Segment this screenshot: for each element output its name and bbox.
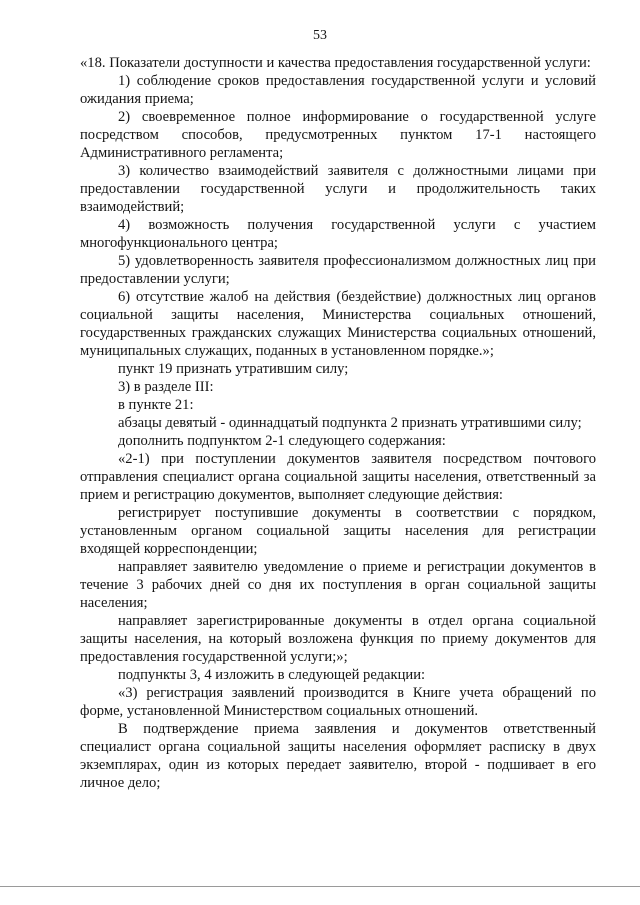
paragraph: регистрирует поступившие документы в соответствии с порядком, установленным органом социальной защиты населения для регистрации входящей корреспонденции;	[80, 505, 596, 557]
paragraph: дополнить подпунктом 2-1 следующего содержания:	[118, 433, 446, 449]
paragraph: направляет зарегистрированные документы в отдел органа социальной защиты населения, на который возложена функция по приему документов для предоставления государственной услуги;»;	[80, 613, 596, 665]
paragraph: «2-1) при поступлении документов заявителя посредством почтового отправления специалист органа социальной защиты населения, ответственный за прием и регистрацию документов, выполняет следующие действия:	[80, 451, 596, 503]
paragraph: 2) своевременное полное информирование о государственной услуге посредством способов, предусмотренных пунктом 17-1 настоящего Административного регламента;	[80, 109, 596, 161]
paragraph: пункт 19 признать утратившим силу;	[118, 361, 349, 377]
page-number: 53	[313, 28, 327, 43]
paragraph: 1) соблюдение сроков предоставления государственной услуги и условий ожидания приема;	[80, 73, 596, 107]
paragraph: 3) в разделе III:	[118, 379, 214, 395]
paragraph: подпункты 3, 4 изложить в следующей редакции:	[118, 667, 426, 683]
paragraph: в пункте 21:	[118, 397, 194, 413]
paragraph: 4) возможность получения государственной услуги с участием многофункционального центра;	[80, 217, 596, 251]
paragraph: 3) количество взаимодействий заявителя с должностными лицами при предоставлении государственной услуги и продолжительность таких взаимодействий;	[80, 163, 596, 215]
paragraph: направляет заявителю уведомление о приеме и регистрации документов в течение 3 рабочих дней со дня их поступления в орган социальной защиты населения;	[80, 559, 596, 611]
paragraph: 6) отсутствие жалоб на действия (бездействие) должностных лиц органов социальной защиты населения, Министерства социальных отношений, государственных гражданских служащих Министерства социальных отношений, муниципальных служащих, поданных в установленном порядке.»;	[80, 289, 596, 359]
document-body	[80, 54, 596, 792]
bottom-rule	[0, 886, 640, 887]
paragraph: «3) регистрация заявлений производится в Книге учета обращений по форме, установленной Министерством социальных отношений.	[80, 685, 596, 719]
paragraph: абзацы девятый - одиннадцатый подпункта 2 признать утратившими силу;	[118, 415, 582, 431]
paragraph: 5) удовлетворенность заявителя профессионализмом должностных лиц при предоставлении услуги;	[80, 253, 596, 287]
paragraph: «18. Показатели доступности и качества предоставления государственной услуги:	[80, 55, 591, 71]
paragraph: В подтверждение приема заявления и документов ответственный специалист органа социальной защиты населения оформляет расписку в двух экземплярах, один из которых передает заявителю, второй - подшивает в его личное дело;	[80, 721, 596, 791]
